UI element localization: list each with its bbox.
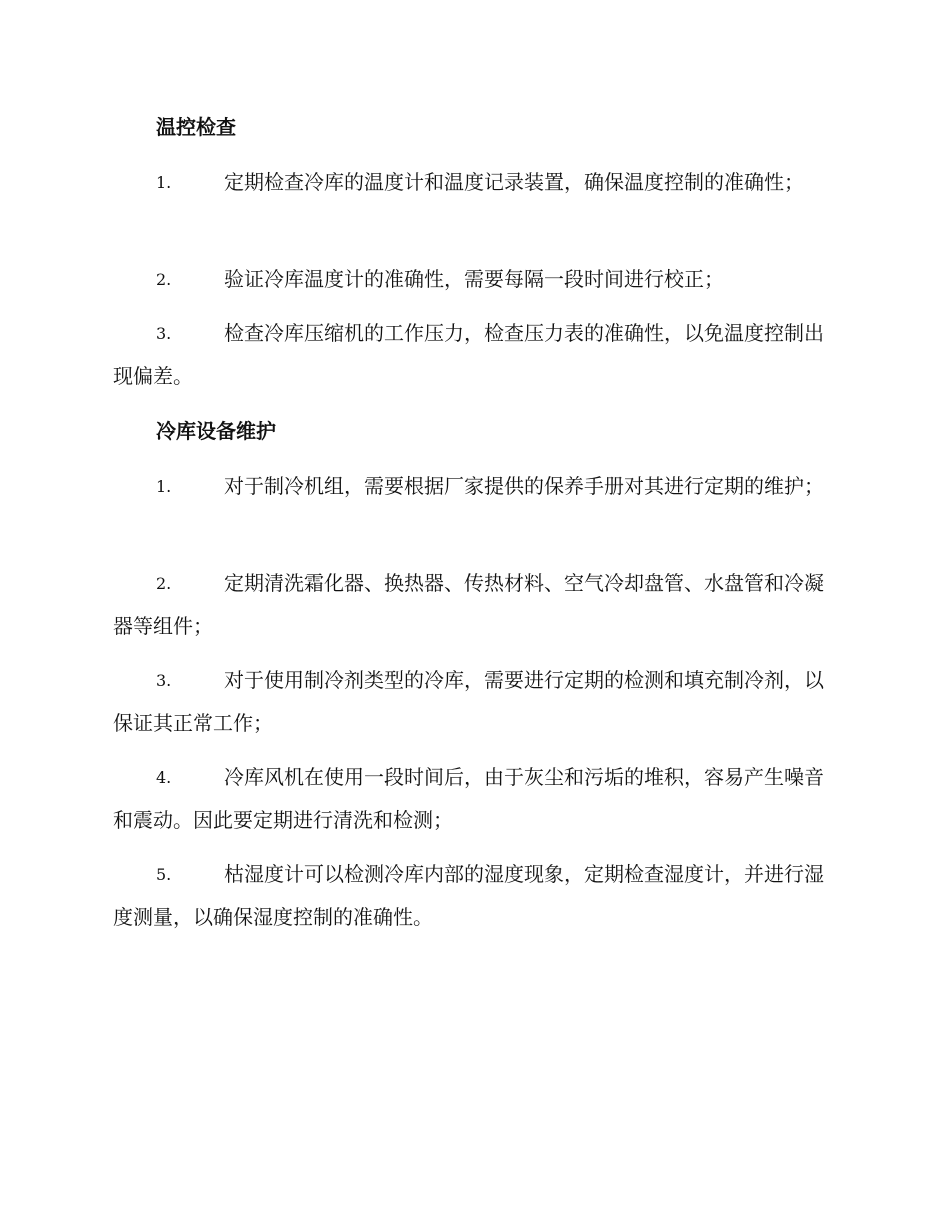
list-item-text: 冷库风机在使用一段时间后，由于灰尘和污垢的堆积，容易产生噪音和震动。因此要定期进行清洗和检测；	[113, 765, 824, 832]
list-item-text: 对于制冷机组，需要根据厂家提供的保养手册对其进行定期的维护；	[224, 474, 824, 498]
list-item-number: 4.	[156, 768, 172, 787]
list-item	[113, 161, 837, 204]
list-item	[113, 853, 837, 939]
list-item-number: 2.	[156, 574, 172, 593]
list-item-number: 1.	[156, 173, 172, 192]
list-item-number: 1.	[156, 477, 172, 496]
list-item-text: 对于使用制冷剂类型的冷库，需要进行定期的检测和填充制冷剂，以保证其正常工作；	[113, 668, 824, 735]
section-heading-equipment-maintenance: 冷库设备维护	[156, 419, 276, 443]
list-item-number: 5.	[156, 865, 172, 884]
list-item-number: 3.	[156, 324, 172, 343]
list-item	[113, 659, 837, 745]
list-item-text: 检查冷库压缩机的工作压力，检查压力表的准确性，以免温度控制出现偏差。	[113, 321, 824, 388]
list-item	[113, 258, 837, 301]
list-item	[113, 756, 837, 842]
list-item-text: 验证冷库温度计的准确性，需要每隔一段时间进行校正；	[224, 267, 724, 291]
list-item-text: 定期检查冷库的温度计和温度记录装置，确保温度控制的准确性；	[224, 170, 804, 194]
list-item-text: 枯湿度计可以检测冷库内部的湿度现象，定期检查湿度计，并进行湿度测量，以确保湿度控制的准确性。	[113, 862, 824, 929]
list-item	[113, 465, 837, 508]
section-heading-temperature-check: 温控检查	[156, 115, 236, 139]
list-item	[113, 562, 837, 648]
list-item-number: 2.	[156, 270, 172, 289]
list-item-number: 3.	[156, 671, 172, 690]
list-item-text: 定期清洗霜化器、换热器、传热材料、空气冷却盘管、水盘管和冷凝器等组件；	[113, 571, 824, 638]
list-item	[113, 312, 837, 398]
